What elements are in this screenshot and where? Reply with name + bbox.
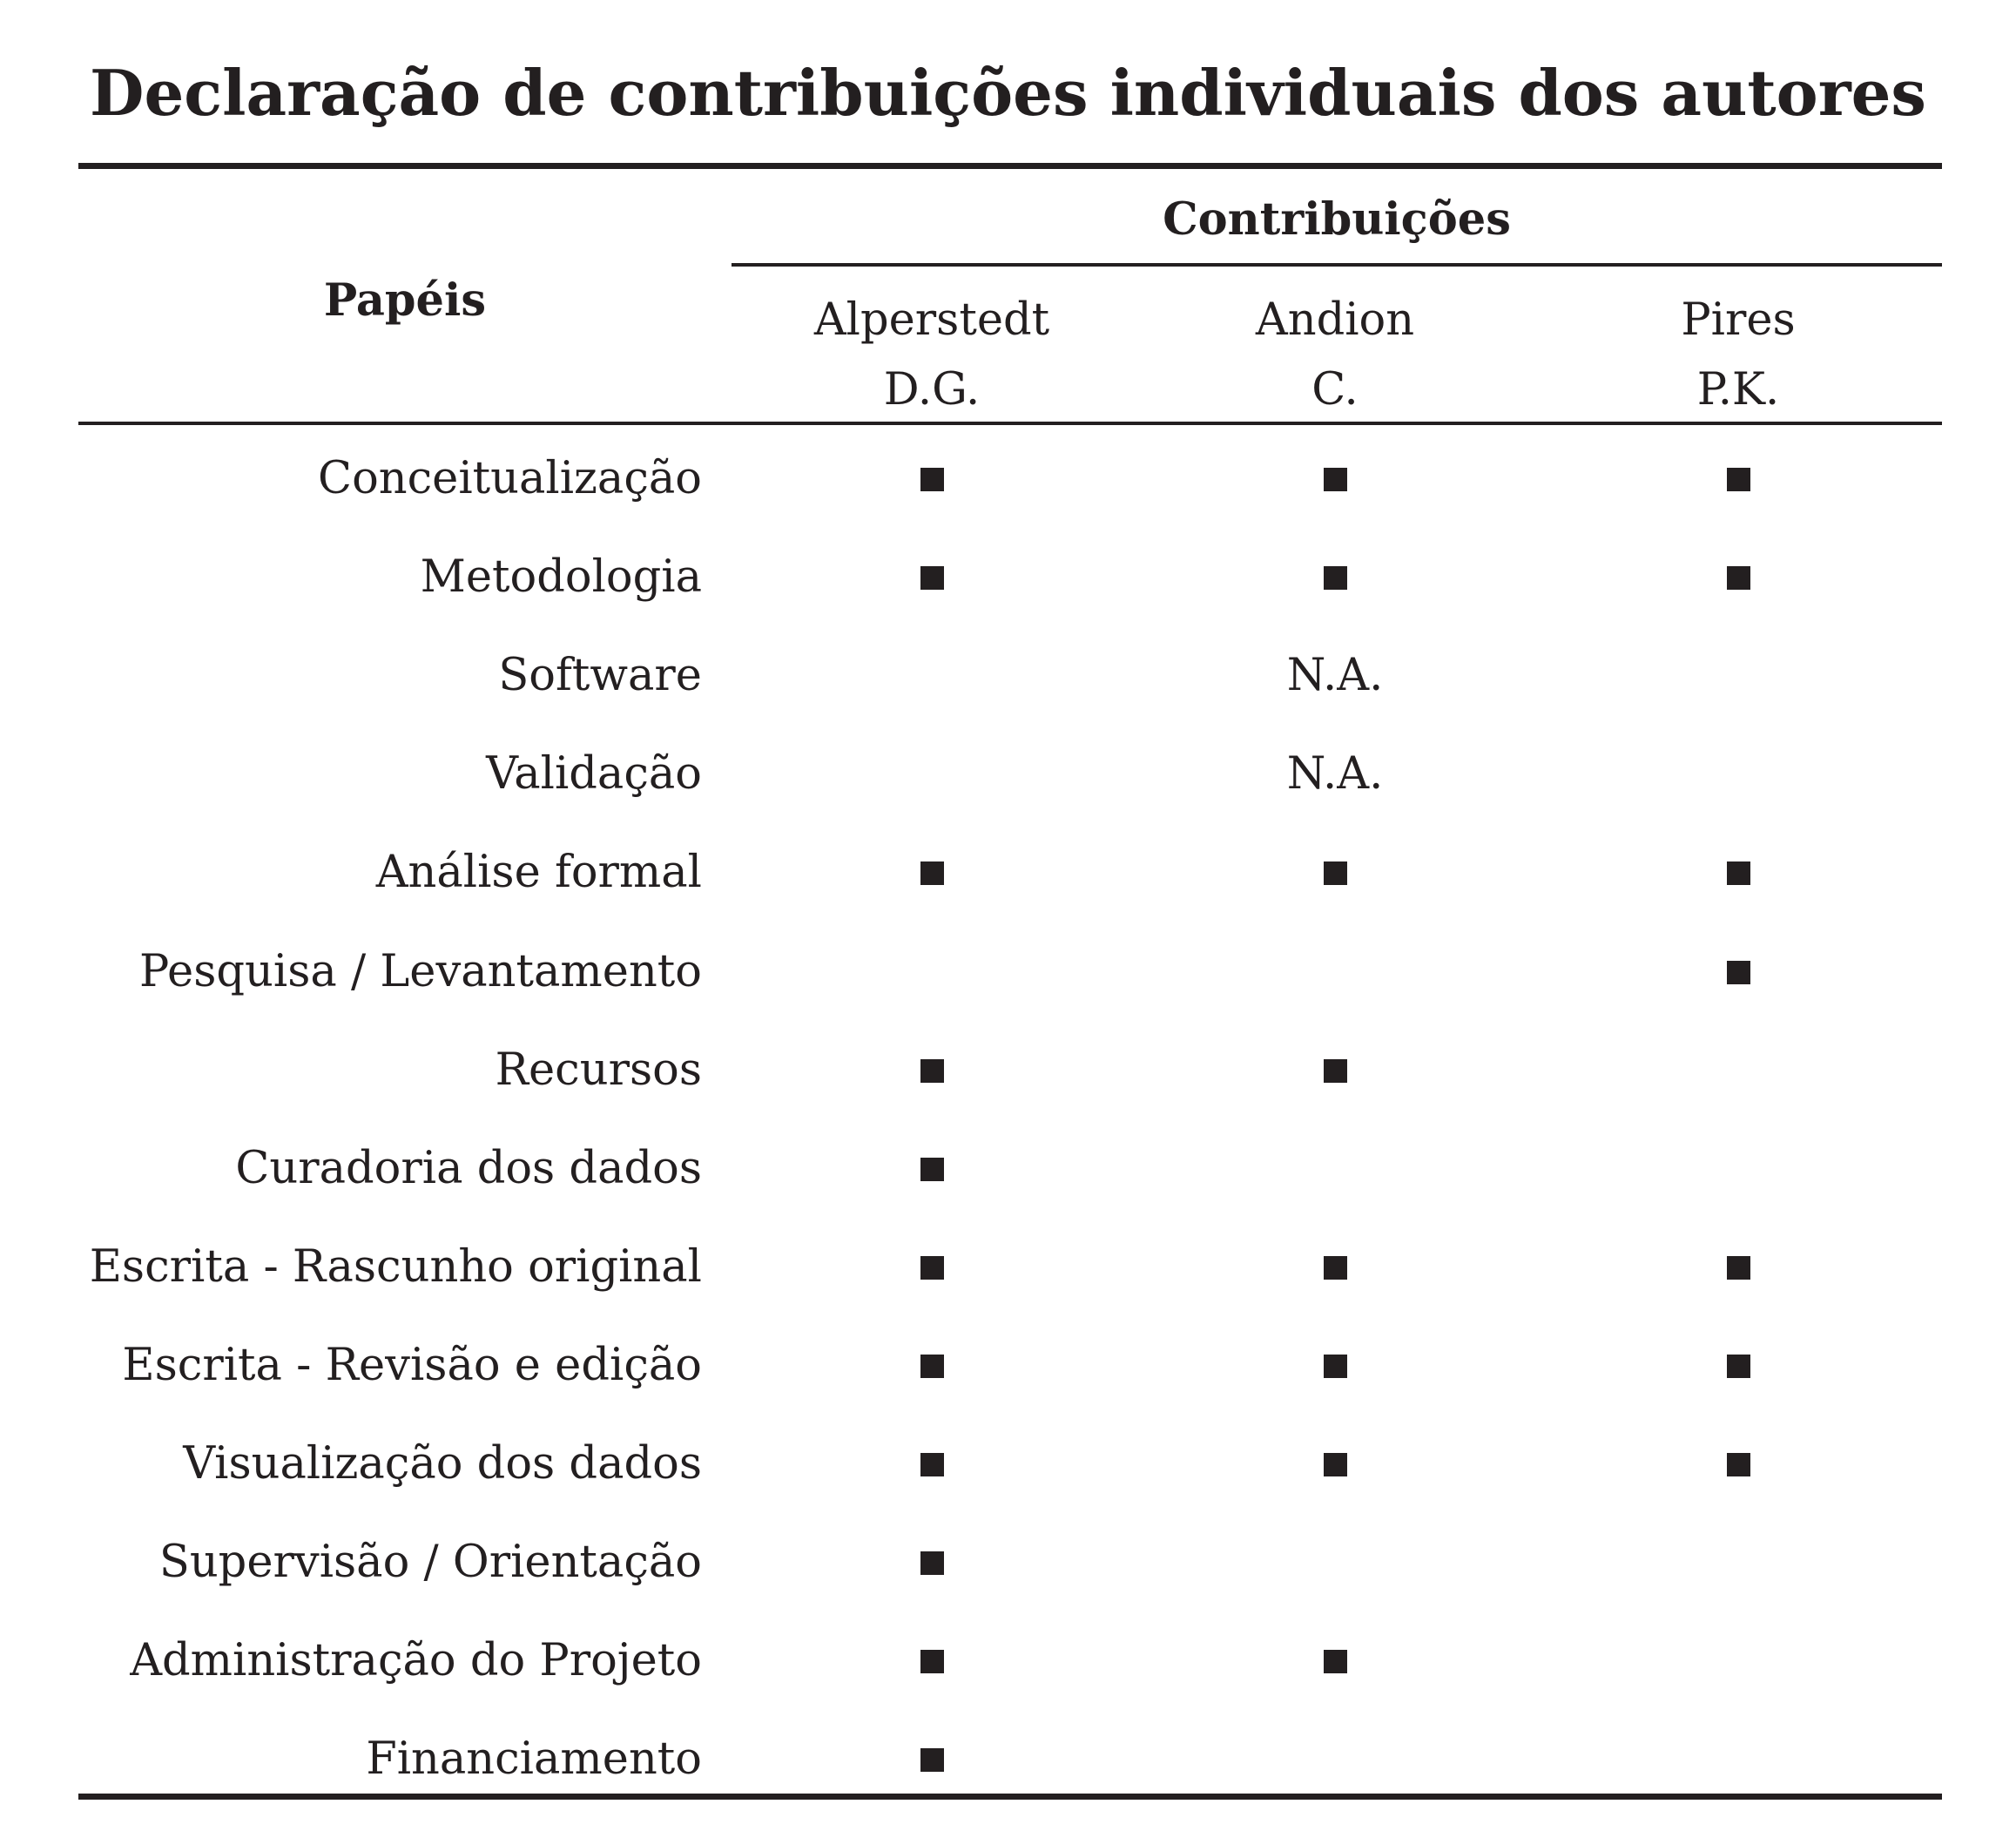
contribution-mark-icon [920, 1256, 944, 1280]
contribution-cell [732, 626, 1132, 725]
author-surname: Pires [1681, 294, 1796, 346]
contribution-mark-icon [1727, 1256, 1750, 1280]
contribution-cell [732, 1021, 1132, 1119]
role-label: Escrita - Revisão e edição [122, 1340, 702, 1391]
contribution-mark-icon [1727, 961, 1750, 984]
table-row [0, 528, 2016, 626]
author-header-pires [1538, 286, 1938, 425]
table-row [0, 1021, 2016, 1119]
contribution-cell [1135, 1218, 1535, 1316]
document-title: Declaração de contribuições individuais dos autores [90, 56, 1926, 130]
table-row [0, 1513, 2016, 1611]
contribution-cell [732, 1611, 1132, 1710]
contribution-cell [732, 429, 1132, 528]
contribution-cell [1135, 1316, 1535, 1415]
role-label: Administração do Projeto [130, 1635, 702, 1686]
contribution-mark-icon [920, 1453, 944, 1476]
table-row [0, 922, 2016, 1021]
contribution-cell [732, 1513, 1132, 1611]
contribution-mark-icon [920, 468, 944, 491]
role-label: Conceitualização [318, 453, 702, 504]
contributions-header: Contribuições [1163, 193, 1511, 246]
contribution-mark-icon [1324, 1355, 1347, 1378]
contribution-cell [1538, 725, 1938, 823]
contribution-cell [1538, 429, 1938, 528]
role-label: Escrita - Rascunho original [89, 1241, 702, 1293]
table-row [0, 1218, 2016, 1316]
contribution-cell [1538, 922, 1938, 1021]
author-surname: Andion [1255, 294, 1415, 346]
contribution-cell [732, 922, 1132, 1021]
contribution-mark-icon [920, 566, 944, 590]
contribution-cell: N.A. [1286, 650, 1384, 701]
contribution-cell [1135, 1021, 1535, 1119]
contribution-cell: N.A. [1286, 748, 1384, 800]
contribution-cell [1135, 528, 1535, 626]
contribution-cell [1538, 1316, 1938, 1415]
table-row [0, 1415, 2016, 1513]
contribution-cell [1538, 1021, 1938, 1119]
contribution-cell [1135, 1415, 1535, 1513]
contribution-mark-icon [1727, 468, 1750, 491]
author-initials: C. [1311, 364, 1359, 416]
contribution-mark-icon [1324, 1453, 1347, 1476]
contribution-mark-icon [1324, 1256, 1347, 1280]
contribution-cell [1538, 823, 1938, 922]
role-label: Supervisão / Orientação [158, 1537, 702, 1588]
table-row [0, 1316, 2016, 1415]
role-label: Visualização dos dados [183, 1438, 702, 1490]
roles-header: Papéis [323, 274, 487, 327]
contribution-mark-icon [920, 1158, 944, 1181]
author-surname: Alperstedt [813, 294, 1050, 346]
table-row [0, 1611, 2016, 1710]
contribution-cell [1538, 1415, 1938, 1513]
role-label: Análise formal [375, 847, 702, 898]
contributions-rule [732, 263, 1942, 267]
contribution-mark-icon [1727, 1453, 1750, 1476]
contribution-mark-icon [920, 861, 944, 885]
table-top-rule [78, 163, 1942, 169]
role-label: Curadoria dos dados [235, 1143, 702, 1194]
author-header-andion [1135, 286, 1535, 425]
contribution-cell [1538, 626, 1938, 725]
contribution-cell [1538, 1119, 1938, 1218]
author-initials: D.G. [883, 364, 981, 416]
table-row [0, 823, 2016, 922]
table-header-rule [78, 422, 1942, 425]
contribution-mark-icon [920, 1748, 944, 1772]
contribution-cell [732, 1119, 1132, 1218]
contribution-cell [1135, 1611, 1535, 1710]
contribution-cell [1135, 823, 1535, 922]
table-bottom-rule [78, 1794, 1942, 1800]
contribution-cell [1538, 1611, 1938, 1710]
contribution-mark-icon [920, 1059, 944, 1083]
contribution-cell [732, 1316, 1132, 1415]
table-row [0, 1119, 2016, 1218]
contribution-mark-icon [1324, 861, 1347, 885]
contribution-mark-icon [1324, 566, 1347, 590]
role-label: Software [498, 650, 702, 701]
contribution-mark-icon [1727, 566, 1750, 590]
table-row [0, 626, 2016, 725]
contribution-cell [732, 823, 1132, 922]
contribution-cell [1135, 922, 1535, 1021]
contribution-mark-icon [1727, 861, 1750, 885]
contribution-cell [732, 528, 1132, 626]
contribution-cell [1538, 528, 1938, 626]
contribution-cell [1538, 1218, 1938, 1316]
contribution-mark-icon [1727, 1355, 1750, 1378]
role-label: Financiamento [366, 1733, 702, 1785]
contribution-cell [1135, 429, 1535, 528]
role-label: Validação [486, 748, 702, 800]
contribution-cell [1135, 1513, 1535, 1611]
contribution-mark-icon [1324, 468, 1347, 491]
contribution-mark-icon [920, 1355, 944, 1378]
table-row [0, 429, 2016, 528]
role-label: Pesquisa / Levantamento [139, 946, 702, 997]
role-label: Metodologia [420, 551, 702, 603]
contribution-cell [1135, 1119, 1535, 1218]
contribution-cell [732, 1415, 1132, 1513]
author-initials: P.K. [1696, 364, 1780, 416]
role-label: Recursos [495, 1044, 702, 1096]
table-row [0, 725, 2016, 823]
contribution-mark-icon [920, 1551, 944, 1575]
author-header-alperstedt [732, 286, 1132, 425]
contribution-cell [1538, 1513, 1938, 1611]
contribution-mark-icon [1324, 1059, 1347, 1083]
contribution-cell [732, 1218, 1132, 1316]
contribution-cell [732, 725, 1132, 823]
contribution-mark-icon [1324, 1650, 1347, 1673]
contribution-mark-icon [920, 1650, 944, 1673]
